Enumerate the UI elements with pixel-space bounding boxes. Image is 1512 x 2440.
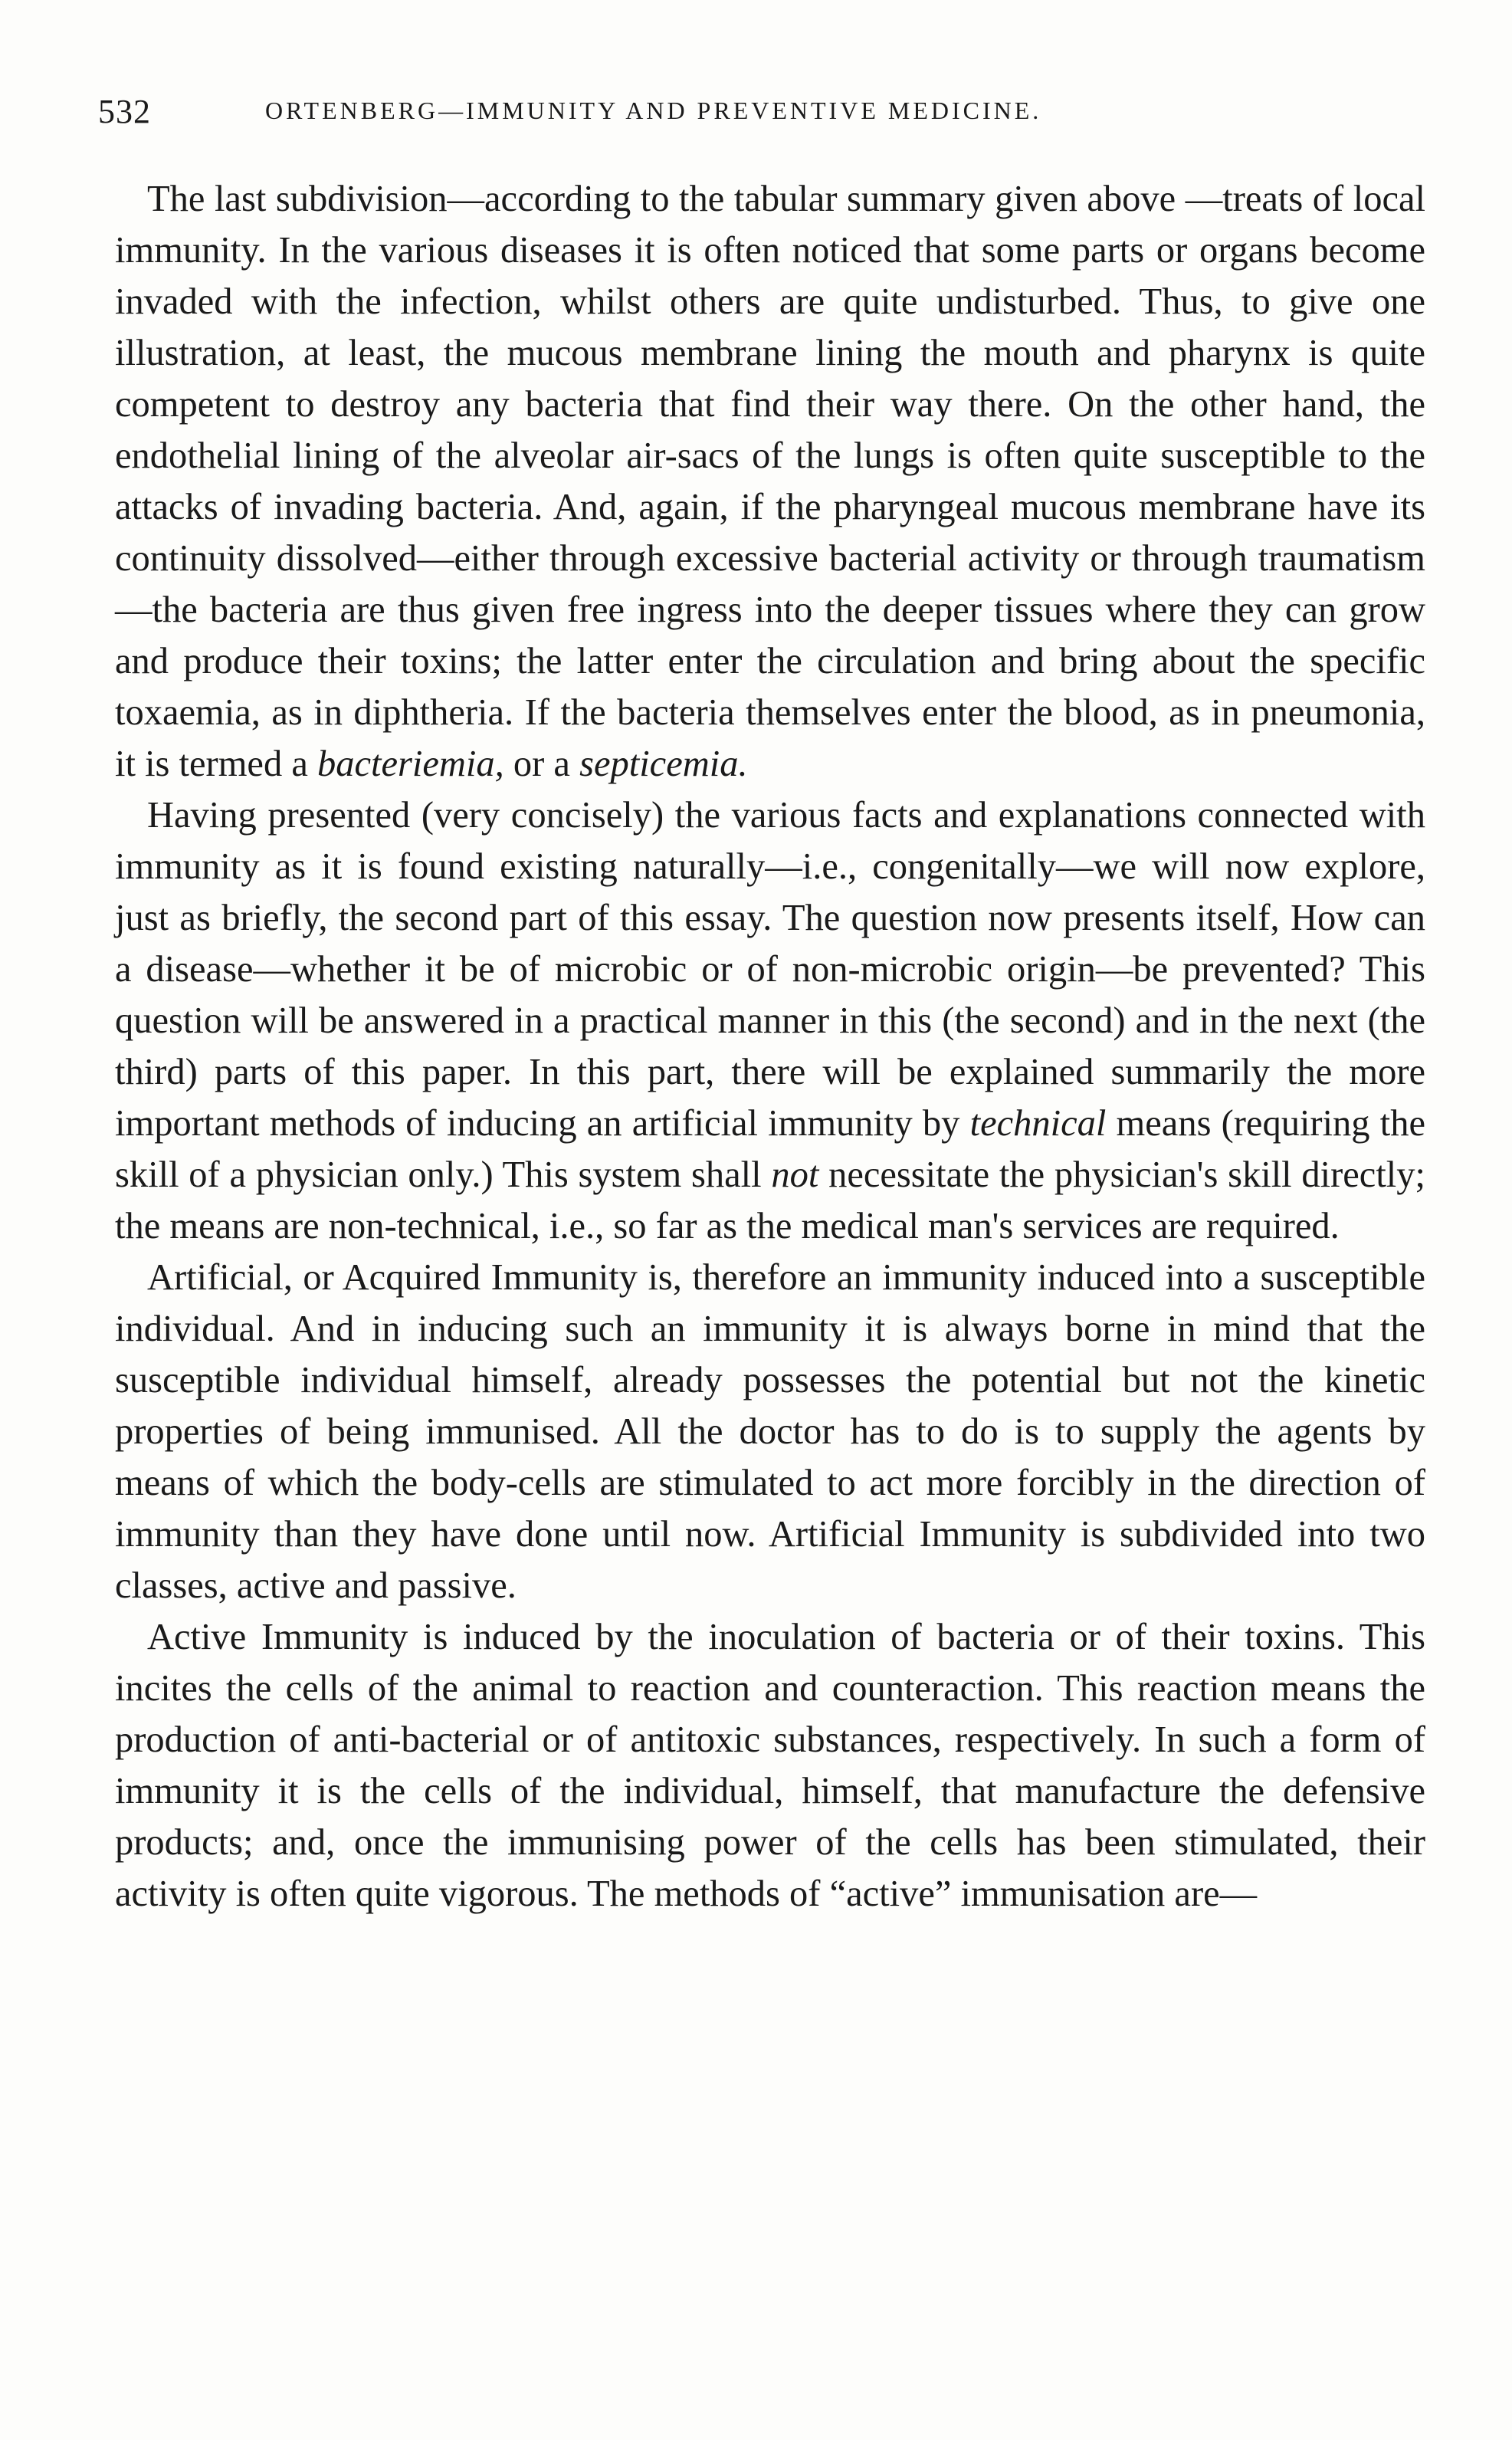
paragraph-text: Artificial, or Acquired Immunity is, therefore an immunity induced into a susceptible individual. And in inducing such an immunity it is always borne in mind that the susceptible individual himself, already possesses the potential but not the kinetic properties of being immunised. All the doctor has to do is to supply the agents by means of which the body-cells are stimulated to act more forcibly in the direction of immunity than they have done until now. Artificial Immunity is subdivided into two classes, active and passive. xyxy=(115,1257,1425,1606)
italic-term: not xyxy=(771,1154,819,1195)
paragraph-text: or a xyxy=(503,744,580,784)
running-head xyxy=(98,92,1416,138)
paragraph-artificial-immunity xyxy=(115,1252,1425,1611)
page-number: 532 xyxy=(98,93,151,130)
paragraph-text: Active Immunity is induced by the inoculation of bacteria or of their toxins. This incites the cells of the animal to reaction and counteraction. This reaction means the production of anti-bacterial or of antitoxic substances, respectively. In such a form of immunity it is the cells of the individual, himself, that manufacture the defensive products; and, once the immunising power of the cells has been stimulated, their activity is often quite vigorous. The methods of “active” immunisation are— xyxy=(115,1617,1425,1914)
italic-term: septicemia. xyxy=(579,744,748,784)
italic-term: bacteriemia, xyxy=(317,744,504,784)
paragraph-text: necessitate the physician's skill directly; the means are non-technical, i.e., so far as the medical man's services are required. xyxy=(115,1154,1425,1246)
paragraph-text: Having presented (very concisely) the various facts and explanations connected with immunity as it is found existing naturally—i.e., congenitally—we will now explore, just as briefly, the second part of this essay. The question now presents itself, How can a disease—whether it be of microbic or of non-microbic origin—be prevented? This question will be answered in a practical manner in this (the second) and in the next (the third) parts of this paper. In this part, there will be explained summarily the more important methods of inducing an artificial immunity by xyxy=(115,795,1425,1144)
italic-term: technical xyxy=(969,1103,1107,1144)
paragraph-active-immunity xyxy=(115,1611,1425,1919)
paragraph-prevention xyxy=(115,790,1425,1252)
paragraph-local-immunity xyxy=(115,173,1425,790)
body-text xyxy=(115,173,1425,1919)
running-title: ORTENBERG—IMMUNITY AND PREVENTIVE MEDICINE. xyxy=(265,97,1042,124)
paragraph-text: means (requiring the skill of a physician only.) This system shall xyxy=(115,1103,1425,1195)
paragraph-text: The last subdivision—according to the tabular summary given above —treats of local immunity. In the various diseases it is often noticed that some parts or organs become invaded with the infection, whilst others are quite undisturbed. Thus, to give one illustration, at least, the mucous membrane lining the mouth and pharynx is quite competent to destroy any bacteria that find their way there. On the other hand, the endothelial lining of the alveolar air-sacs of the lungs is often quite susceptible to the attacks of invading bacteria. And, again, if the pharyngeal mucous membrane have its continuity dissolved—either through excessive bacterial activity or through traumatism—the bacteria are thus given free ingress into the deeper tissues where they can grow and produce their toxins; the latter enter the circulation and bring about the specific toxaemia, as in diphtheria. If the bacteria themselves enter the blood, as in pneumonia, it is termed a xyxy=(115,179,1425,784)
